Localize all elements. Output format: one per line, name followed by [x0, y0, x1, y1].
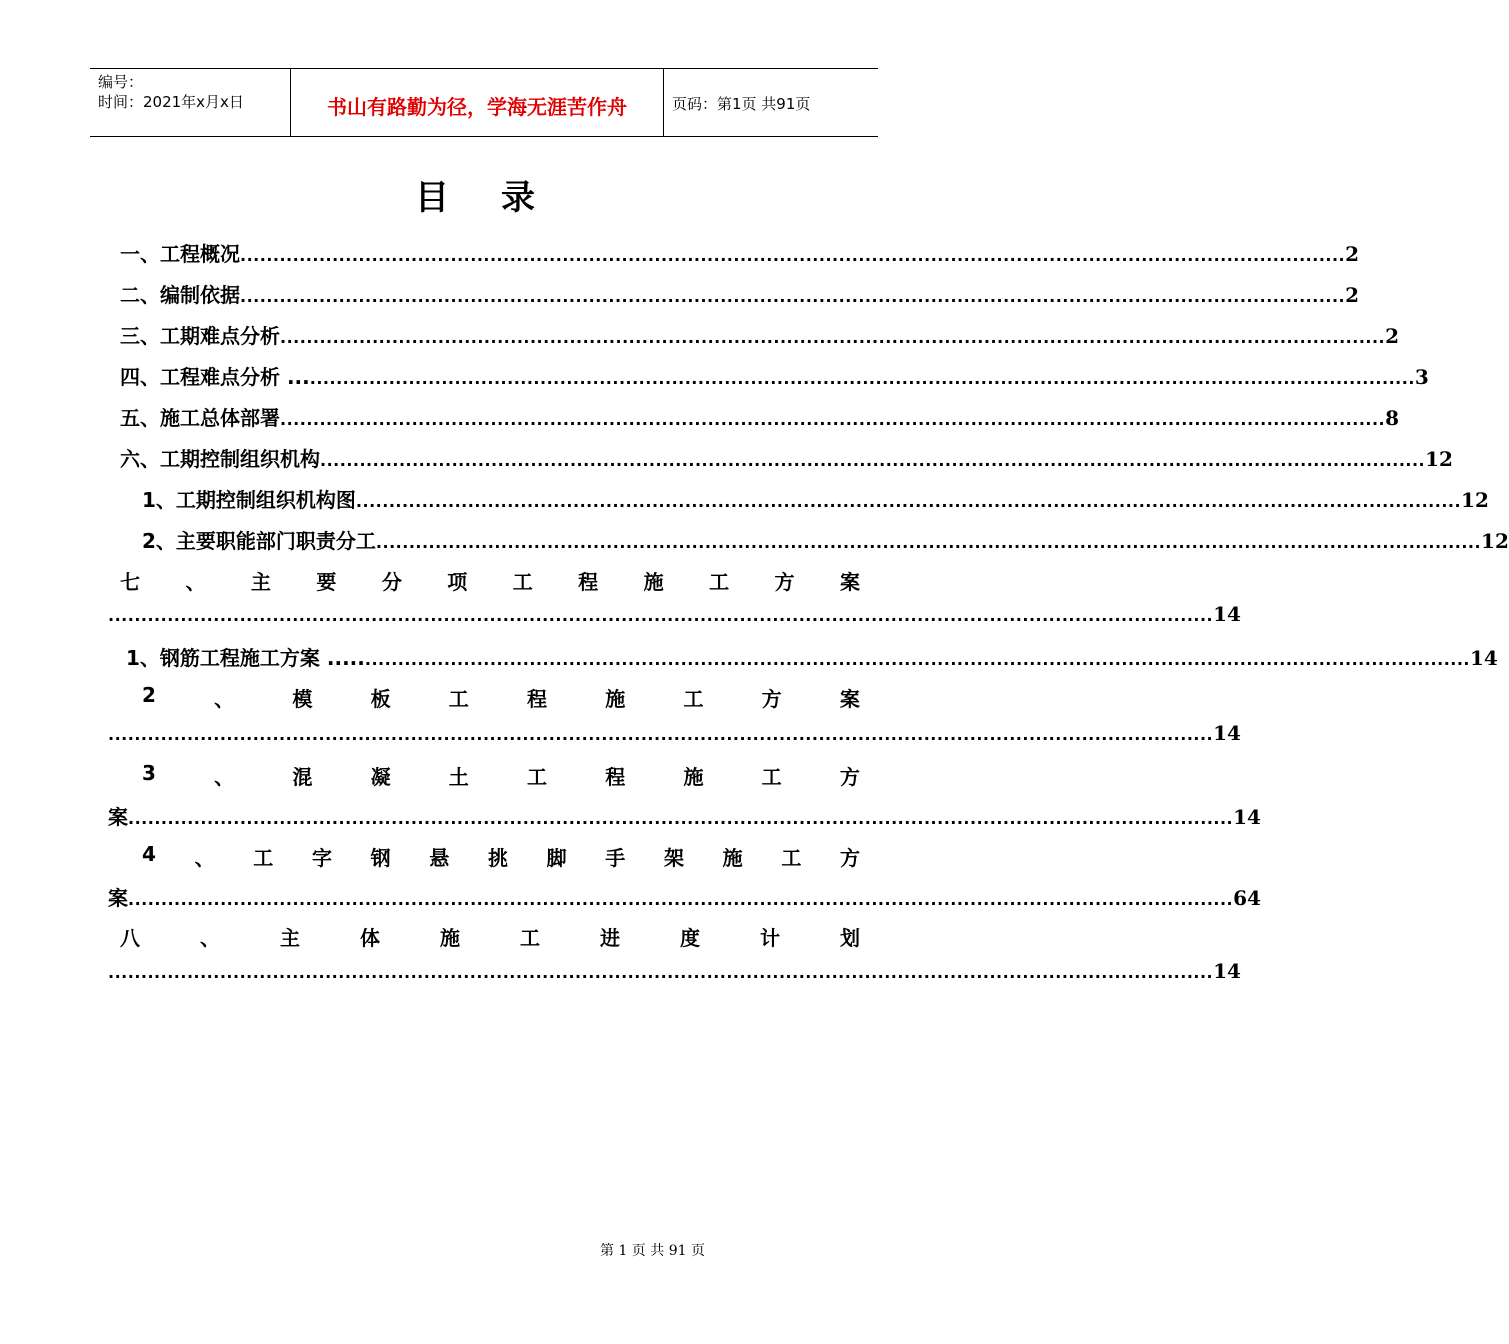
toc-item[interactable] — [120, 279, 1360, 308]
title-char: 目 — [415, 178, 449, 218]
toc-item-spread[interactable] — [120, 566, 860, 595]
toc-char: 土 — [448, 765, 469, 789]
time-label: 时间：2021年x月x日 — [98, 93, 244, 111]
toc-char: 项 — [447, 570, 468, 594]
toc-char: 施 — [683, 765, 704, 789]
toc-char: 主 — [280, 926, 300, 950]
toc-page: 14 — [1213, 721, 1241, 745]
toc-leader: ........................................................................................................................................................................ — [320, 451, 1426, 470]
toc-char: 凝 — [370, 765, 391, 789]
toc-page: 14 — [1470, 646, 1498, 670]
toc-item-spread[interactable] — [142, 842, 860, 871]
toc-char: 八 — [120, 926, 140, 950]
page-info: 页码：第1页 共91页 — [672, 95, 811, 113]
toc-char: 方 — [839, 765, 860, 789]
toc-char: 方 — [839, 846, 860, 870]
toc-char: 案 — [839, 687, 860, 711]
toc-char: 混 — [292, 765, 313, 789]
toc-char: 、 — [194, 846, 215, 870]
toc-label-cont: 案 — [108, 886, 128, 910]
toc-item[interactable] — [120, 443, 1453, 472]
toc-char: 施 — [605, 687, 626, 711]
toc-char: 工 — [253, 846, 274, 870]
toc-label: 三、工期难点分析 — [120, 324, 280, 348]
toc-char: 工 — [520, 926, 540, 950]
toc-page: 2 — [1345, 283, 1360, 307]
toc-char: 工 — [709, 570, 730, 594]
toc-label-cont: 案 — [108, 805, 128, 829]
toc-char: 计 — [760, 926, 780, 950]
page-title — [0, 170, 950, 219]
toc-char: 进 — [600, 926, 620, 950]
document-header — [90, 68, 878, 137]
toc-char: 方 — [774, 570, 795, 594]
toc-page: 2 — [1345, 242, 1360, 266]
toc-leader-line — [108, 959, 1241, 983]
toc-page: 12 — [1461, 488, 1489, 512]
toc-char: 划 — [840, 926, 860, 950]
title-char: 录 — [501, 178, 535, 218]
toc-char: 工 — [527, 765, 548, 789]
header-motto-cell — [291, 69, 664, 136]
toc-leader: ........................................................................................................................................................................ — [309, 369, 1415, 388]
toc-label: 1、工期控制组织机构图 — [142, 488, 356, 512]
toc-label: 2、主要职能部门职责分工 — [142, 529, 376, 553]
toc-label: 1、钢筋工程施工方案 ..... — [126, 646, 365, 670]
toc-char: 、 — [214, 765, 235, 789]
toc-char: 模 — [292, 687, 313, 711]
toc-char: 施 — [722, 846, 743, 870]
toc-item-spread[interactable] — [142, 761, 860, 790]
toc-char: 钢 — [370, 846, 391, 870]
toc-page: 64 — [1233, 886, 1261, 910]
toc-item[interactable] — [120, 238, 1360, 267]
toc-char: 施 — [440, 926, 460, 950]
toc-page: 12 — [1481, 529, 1509, 553]
motto: 书山有路勤为径，学海无涯苦作舟 — [327, 95, 627, 119]
toc-item-spread[interactable] — [142, 683, 860, 712]
toc-char: 工 — [683, 687, 704, 711]
toc-char: 工 — [512, 570, 533, 594]
toc-char: 主 — [250, 570, 271, 594]
toc-item[interactable] — [120, 402, 1400, 431]
header-meta-cell — [90, 69, 291, 136]
toc-char: 程 — [605, 765, 626, 789]
toc-char: 七 — [120, 570, 140, 594]
toc-char: 架 — [663, 846, 684, 870]
toc-char: 3 — [142, 761, 156, 785]
toc-leader: ........................................................................................................................................................................ — [355, 492, 1462, 511]
toc-char: 要 — [316, 570, 337, 594]
toc-char: 挑 — [487, 846, 508, 870]
toc-char: 度 — [680, 926, 700, 950]
toc-label: 五、施工总体部署 — [120, 406, 280, 430]
toc-char: 案 — [839, 570, 860, 594]
header-page-cell — [664, 69, 878, 136]
toc-leader: ........................................................................................................................................................................ — [108, 963, 1214, 982]
toc-char: 方 — [761, 687, 782, 711]
toc-page: 14 — [1233, 805, 1261, 829]
toc-item[interactable] — [142, 484, 1489, 513]
toc-char: 、 — [214, 687, 235, 711]
toc-item[interactable] — [142, 525, 1509, 554]
toc-page: 14 — [1213, 602, 1241, 626]
toc-leader-line — [108, 801, 1261, 830]
toc-label: 一、工程概况 — [120, 242, 240, 266]
toc-leader: ........................................................................................................................................................................ — [108, 606, 1214, 625]
toc-item[interactable] — [120, 320, 1400, 349]
toc-char: 程 — [578, 570, 599, 594]
code-label: 编号： — [98, 73, 144, 91]
toc-leader: ........................................................................................................................................................................ — [280, 328, 1386, 347]
toc-char: 板 — [370, 687, 391, 711]
toc-page: 3 — [1414, 365, 1429, 389]
toc-char: 悬 — [429, 846, 450, 870]
toc-leader: ........................................................................................................................................................................ — [128, 809, 1234, 828]
toc-leader-line — [108, 721, 1241, 745]
toc-label: 四、工程难点分析 ... — [120, 365, 310, 389]
toc-item[interactable] — [120, 361, 1429, 390]
toc-leader-line — [108, 602, 1241, 626]
toc-char: 工 — [761, 765, 782, 789]
toc-leader: ........................................................................................................................................................................ — [280, 410, 1386, 429]
toc-leader: ........................................................................................................................................................................ — [375, 533, 1482, 552]
toc-char: 4 — [142, 842, 156, 866]
toc-item[interactable] — [126, 642, 1498, 671]
toc-leader: ........................................................................................................................................................................ — [240, 246, 1346, 265]
toc-leader: ........................................................................................................................................................................ — [364, 650, 1470, 669]
page-footer: 第 1 页 共 91 页 — [600, 1243, 705, 1259]
toc-leader: ........................................................................................................................................................................ — [108, 725, 1214, 744]
toc-leader-line — [108, 882, 1261, 911]
toc-page: 8 — [1385, 406, 1400, 430]
toc-item-spread[interactable] — [120, 922, 860, 951]
toc-leader: ........................................................................................................................................................................ — [240, 287, 1346, 306]
toc-page: 12 — [1425, 447, 1453, 471]
toc-leader: ........................................................................................................................................................................ — [128, 890, 1234, 909]
toc-char: 、 — [200, 926, 220, 950]
toc-char: 2 — [142, 683, 156, 707]
toc-char: 脚 — [546, 846, 567, 870]
toc-page: 14 — [1213, 959, 1241, 983]
toc-char: 施 — [643, 570, 664, 594]
toc-char: 手 — [605, 846, 626, 870]
toc-char: 程 — [527, 687, 548, 711]
toc-char: 字 — [311, 846, 332, 870]
toc-char: 工 — [781, 846, 802, 870]
toc-char: 工 — [448, 687, 469, 711]
toc-char: 体 — [360, 926, 380, 950]
toc-char: 分 — [381, 570, 402, 594]
toc-page: 2 — [1385, 324, 1400, 348]
toc-label: 六、工期控制组织机构 — [120, 447, 320, 471]
toc-char: 、 — [185, 570, 206, 594]
toc-label: 二、编制依据 — [120, 283, 240, 307]
